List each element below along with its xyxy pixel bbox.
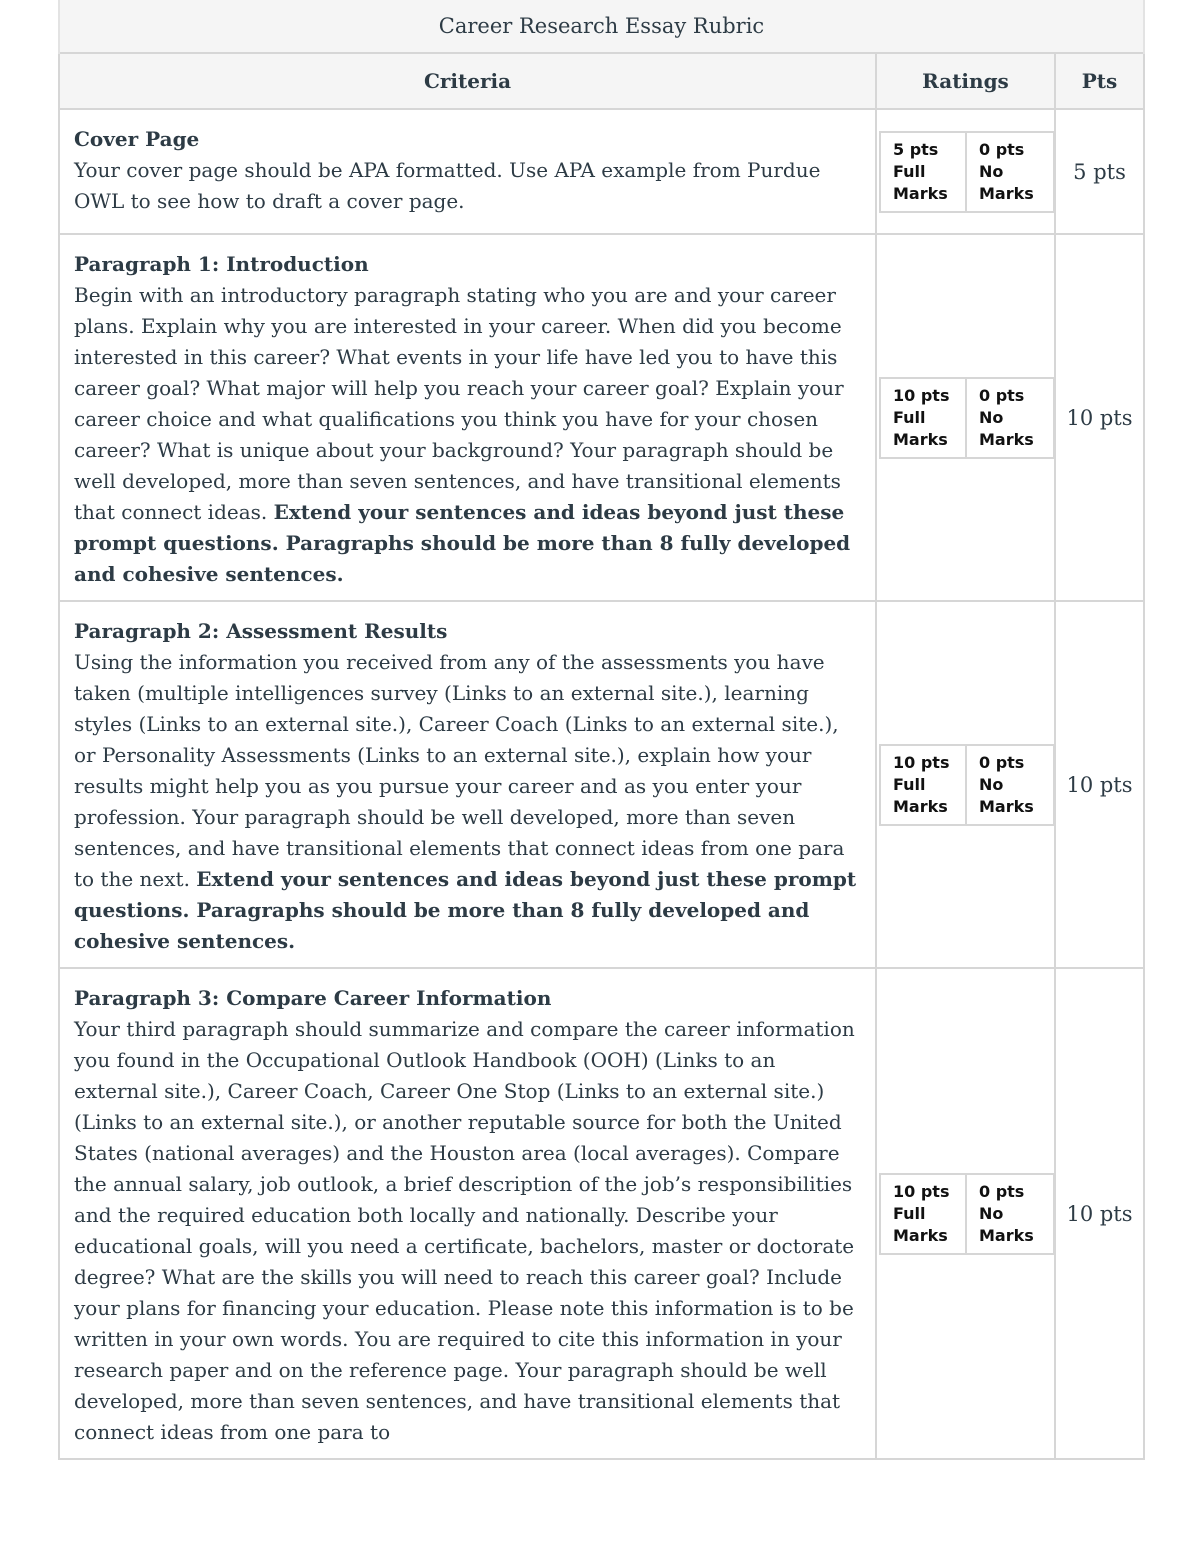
rating-points: 0 pts: [979, 139, 1025, 159]
ratings-header: Ratings: [876, 53, 1055, 109]
criterion-description: Using the information you received from any of the assessments you have taken (multiple intelligences survey (Links to an external site.), learning styles (Links to an external site.), Career Coach (Links to an external site.), or Personality Assessments (Links to an external site.), explain how your results might help you as you pursue your career and as you enter your profession. Your paragraph should be well developed, more than seven sentences, and have transitional elements that connect ideas from one para to the next.: [74, 650, 845, 891]
header-row: [59, 53, 1144, 109]
rating-name: Marks: [979, 1225, 1034, 1245]
criterion-description: Begin with an introductory paragraph stating who you are and your career plans. Explain why you are interested in your career. When did you become interested in this career? What events in your life have led you to have this career goal? What major will help you reach your career goal? Explain your career choice and what qualifications you think you have for your chosen career? What is unique about your background? Your paragraph should be well developed, more than seven sentences, and have transitional elements that connect ideas.: [74, 283, 844, 524]
rating-points: 0 pts: [979, 1181, 1025, 1201]
criterion-cell: [59, 234, 876, 601]
rating-name: Marks: [979, 796, 1034, 816]
criterion-cell: [59, 601, 876, 968]
rating-name: Marks: [979, 429, 1034, 449]
rating-name: Full: [893, 1203, 926, 1223]
ratings-cell: [876, 109, 1055, 234]
criterion-points: 5 pts: [1055, 109, 1144, 234]
rubric-table: [58, 0, 1145, 1460]
rating-name: No: [979, 1203, 1004, 1223]
rating-name: No: [979, 161, 1004, 181]
criterion-points: 10 pts: [1055, 968, 1144, 1459]
rating-name: Marks: [893, 429, 948, 449]
rubric-caption-row: [59, 0, 1144, 53]
rating-full-marks[interactable]: [879, 1173, 967, 1255]
rating-name: Full: [893, 774, 926, 794]
rating-points: 10 pts: [893, 752, 950, 772]
criterion-row: [59, 601, 1144, 968]
criterion-title: Paragraph 3: Compare Career Information: [74, 986, 552, 1010]
rating-group: [879, 131, 1055, 213]
rating-name: Full: [893, 161, 926, 181]
rating-points: 10 pts: [893, 1181, 950, 1201]
criterion-note: Extend your sentences and ideas beyond just these prompt questions. Paragraphs should be more than 8 fully developed and cohesive sentences.: [74, 867, 857, 953]
rating-points: 5 pts: [893, 139, 939, 159]
rating-full-marks[interactable]: [879, 131, 967, 213]
rating-points: 0 pts: [979, 752, 1025, 772]
rating-group: [879, 744, 1055, 826]
ratings-cell: [876, 968, 1055, 1459]
rating-group: [879, 377, 1055, 459]
criterion-title: Paragraph 2: Assessment Results: [74, 619, 448, 643]
criteria-header: Criteria: [59, 53, 876, 109]
criterion-note: Extend your sentences and ideas beyond just these prompt questions. Paragraphs should be more than 8 fully developed and cohesive sentences.: [74, 500, 851, 586]
rating-name: Marks: [893, 183, 948, 203]
rating-name: No: [979, 407, 1004, 427]
criterion-row: [59, 109, 1144, 234]
criterion-points: 10 pts: [1055, 234, 1144, 601]
criterion-cell: [59, 968, 876, 1459]
criterion-title: Cover Page: [74, 127, 200, 151]
rating-group: [879, 1173, 1055, 1255]
rating-name: Full: [893, 407, 926, 427]
rating-full-marks[interactable]: [879, 744, 967, 826]
pts-header: Pts: [1055, 53, 1144, 109]
rating-full-marks[interactable]: [879, 377, 967, 459]
rating-name: Marks: [979, 183, 1034, 203]
criterion-description: Your third paragraph should summarize and compare the career information you found in the Occupational Outlook Handbook (OOH) (Links to an external site.), Career Coach, Career One Stop (Links to an external site.) (Links to an external site.), or another reputable source for both the United States (national averages) and the Houston area (local averages). Compare the annual salary, job outlook, a brief description of the job’s responsibilities and the required education both locally and nationally. Describe your educational goals, will you need a certificate, bachelors, master or doctorate degree? What are the skills you will need to reach this career goal? Include your plans for financing your education. Please note this information is to be written in your own words. You are required to cite this information in your research paper and on the reference page. Your paragraph should be well developed, more than seven sentences, and have transitional elements that connect ideas from one para to: [74, 1017, 855, 1444]
ratings-cell: [876, 234, 1055, 601]
rating-no-marks[interactable]: [967, 1173, 1055, 1255]
rating-name: Marks: [893, 796, 948, 816]
rating-points: 0 pts: [979, 385, 1025, 405]
criterion-cell: [59, 109, 876, 234]
rating-name: No: [979, 774, 1004, 794]
rating-no-marks[interactable]: [967, 377, 1055, 459]
criterion-points: 10 pts: [1055, 601, 1144, 968]
criterion-row: [59, 968, 1144, 1459]
criterion-row: [59, 234, 1144, 601]
rating-no-marks[interactable]: [967, 131, 1055, 213]
ratings-cell: [876, 601, 1055, 968]
rating-points: 10 pts: [893, 385, 950, 405]
rating-no-marks[interactable]: [967, 744, 1055, 826]
rating-name: Marks: [893, 1225, 948, 1245]
rubric-title: Career Research Essay Rubric: [59, 0, 1144, 53]
criterion-title: Paragraph 1: Introduction: [74, 252, 369, 276]
criterion-description: Your cover page should be APA formatted. Use APA example from Purdue OWL to see how to draft a cover page.: [74, 158, 821, 213]
